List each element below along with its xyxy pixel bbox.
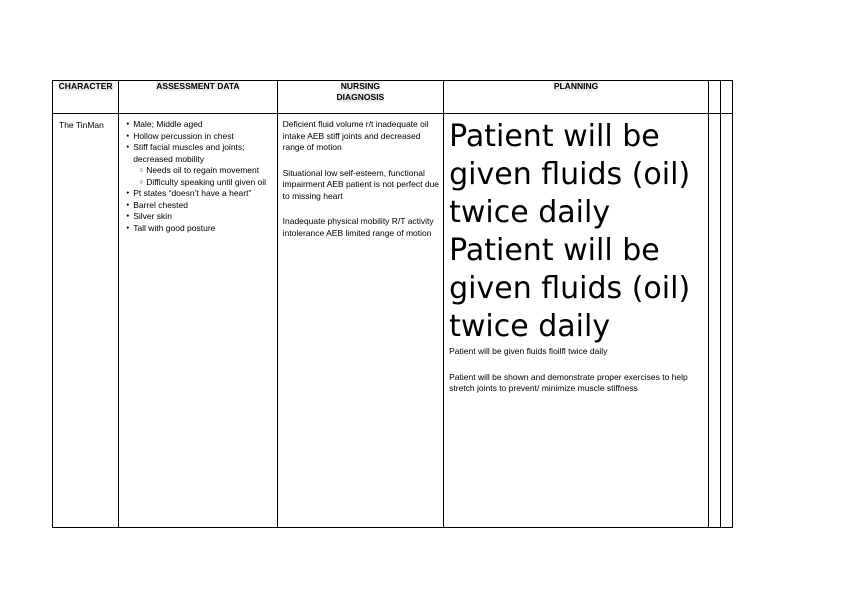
diagnosis-text: Deficient fluid volume r/t inadequate oil intake AEB stiff joints and decreased range of motion: [282, 119, 429, 152]
character-name: The TinMan: [59, 120, 104, 130]
assessment-sublist: [133, 165, 276, 188]
diagnosis-cell: [277, 114, 443, 528]
header-row: [53, 81, 733, 114]
list-item: ● Silver skin: [126, 211, 276, 223]
header-assessment-data: ASSESSMENT DATA: [119, 81, 277, 114]
list-item: ● Barrel chested: [126, 200, 276, 212]
nursing-care-plan-table: [52, 80, 733, 528]
header-nursing-diagnosis: NURSING DIAGNOSIS: [277, 81, 443, 114]
header-character: CHARACTER: [53, 81, 119, 114]
empty-cell-1: [708, 114, 720, 528]
list-item: ● Male; Middle aged: [126, 119, 276, 131]
diagnosis-text: Inadequate physical mobility R/T activity intolerance AEB limited range of motion: [282, 216, 434, 238]
header-empty-1: [708, 81, 720, 114]
empty-cell-2: [720, 114, 732, 528]
list-item: ● Pt states “doesn’t have a heart”: [126, 188, 276, 200]
sub-list-item: ○ Difficulty speaking until given oil: [139, 177, 276, 189]
header-planning: PLANNING: [444, 81, 709, 114]
character-cell: [53, 114, 119, 528]
list-item: ● Hollow percussion in chest: [126, 131, 276, 143]
assessment-cell: [119, 114, 277, 528]
table-row: [53, 114, 733, 528]
list-item: ● Stiff facial muscles and joints; decreased mobility ○ Needs oil to regain movement ○ Difficulty speaking until given oil: [126, 142, 276, 188]
planning-large-text: Patient will be given ﬂuids (oil) twice daily: [449, 119, 691, 230]
assessment-list: [119, 119, 276, 234]
planning-text: Patient will be shown and demonstrate proper exercises to help stretch joints to prevent/ minimize muscle stiffness: [449, 371, 688, 393]
planning-large-text: Patient will be given ﬂuids (oil) twice daily: [449, 233, 691, 344]
list-item: ● Tall with good posture: [126, 223, 276, 235]
header-empty-2: [720, 81, 732, 114]
sub-list-item: ○ Needs oil to regain movement: [139, 165, 276, 177]
planning-text: Patient will be given fluids fioilfl twice daily: [449, 346, 608, 356]
planning-cell: [444, 114, 709, 528]
diagnosis-text: Situational low self-esteem, functional impairment AEB patient is not perfect due to missing heart: [282, 167, 440, 201]
